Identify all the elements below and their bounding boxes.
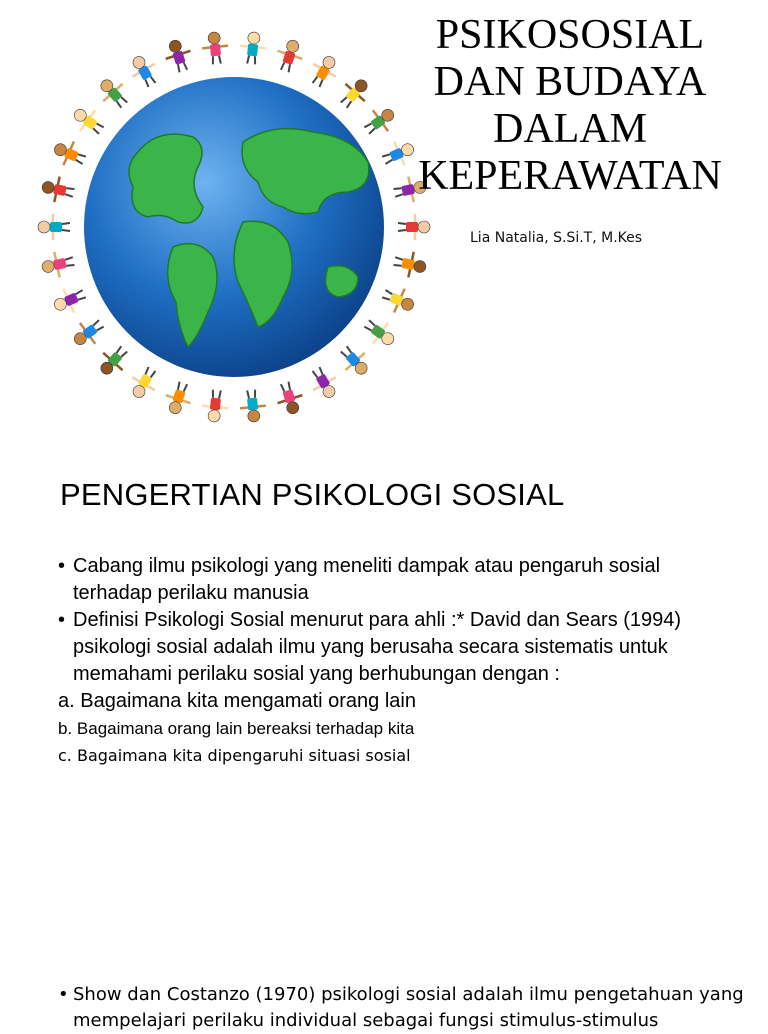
child-figure — [161, 379, 196, 417]
child-figure — [305, 51, 344, 92]
bullet-dot-icon: • — [58, 984, 69, 1005]
child-figure — [161, 37, 196, 75]
slide-heading: PENGERTIAN PSIKOLOGI SOSIAL — [60, 477, 565, 512]
child-figure — [272, 37, 307, 75]
child-figure — [334, 73, 375, 114]
child-figure — [334, 340, 375, 381]
bullet-item — [58, 553, 738, 607]
bottom-bullet-item — [58, 982, 753, 1034]
child-figure — [305, 363, 344, 404]
bullet-dot-icon: • — [58, 555, 66, 577]
title-line: DAN BUDAYA — [433, 59, 707, 105]
child-figure — [40, 248, 77, 280]
child-figure — [50, 135, 90, 172]
child-figure — [93, 340, 134, 381]
child-figure — [238, 389, 267, 424]
child-figure — [238, 31, 267, 66]
title-line: KEPERAWATAN — [418, 153, 722, 199]
child-figure — [93, 73, 134, 114]
child-figure — [68, 101, 109, 141]
presentation-title — [400, 12, 740, 200]
child-figure — [398, 214, 430, 240]
child-figure — [125, 51, 164, 92]
child-figure — [392, 248, 429, 280]
title-line: PSIKOSOSIAL — [435, 12, 705, 58]
child-figure — [201, 389, 230, 424]
bullet-dot-icon: • — [58, 609, 66, 631]
child-figure — [125, 363, 164, 404]
sub-item-b: b. Bagaimana orang lain bereaksi terhadap kita — [58, 719, 415, 738]
bullet-item — [58, 607, 738, 688]
child-figure — [359, 101, 400, 141]
child-figure — [201, 31, 230, 66]
child-figure — [68, 313, 109, 353]
author-name: Lia Natalia, S.Si.T, M.Kes — [470, 230, 643, 246]
sub-item-c: c. Bagaimana kita dipengaruhi situasi sosial — [58, 746, 411, 765]
sub-item-a: a. Bagaimana kita mengamati orang lain — [58, 690, 416, 712]
child-figure — [359, 313, 400, 353]
slide-content — [58, 553, 738, 769]
slide-definition — [0, 460, 768, 1031]
bullet-text: Show dan Costanzo (1970) psikologi sosial adalah ilmu pengetahuan yang mempelajari perilaku individual sebagai fungsi stimulus-stimulus — [73, 984, 744, 1031]
title-line: DALAM — [493, 106, 647, 152]
child-figure — [50, 282, 90, 319]
child-figure — [272, 379, 307, 417]
bullet-text: Definisi Psikologi Sosial menurut para ahli :* David dan Sears (1994) psikologi sosial adalah ilmu yang berusaha secara sistematis untuk memahami perilaku sosial yang berhubungan dengan : — [73, 609, 682, 685]
child-figure — [40, 174, 77, 206]
child-figure — [379, 282, 419, 319]
child-figure — [38, 214, 70, 240]
globe-with-children-icon — [28, 12, 440, 432]
bullet-text: Cabang ilmu psikologi yang meneliti dampak atau pengaruh sosial terhadap perilaku manusia — [73, 555, 661, 604]
slide-title — [0, 0, 768, 440]
